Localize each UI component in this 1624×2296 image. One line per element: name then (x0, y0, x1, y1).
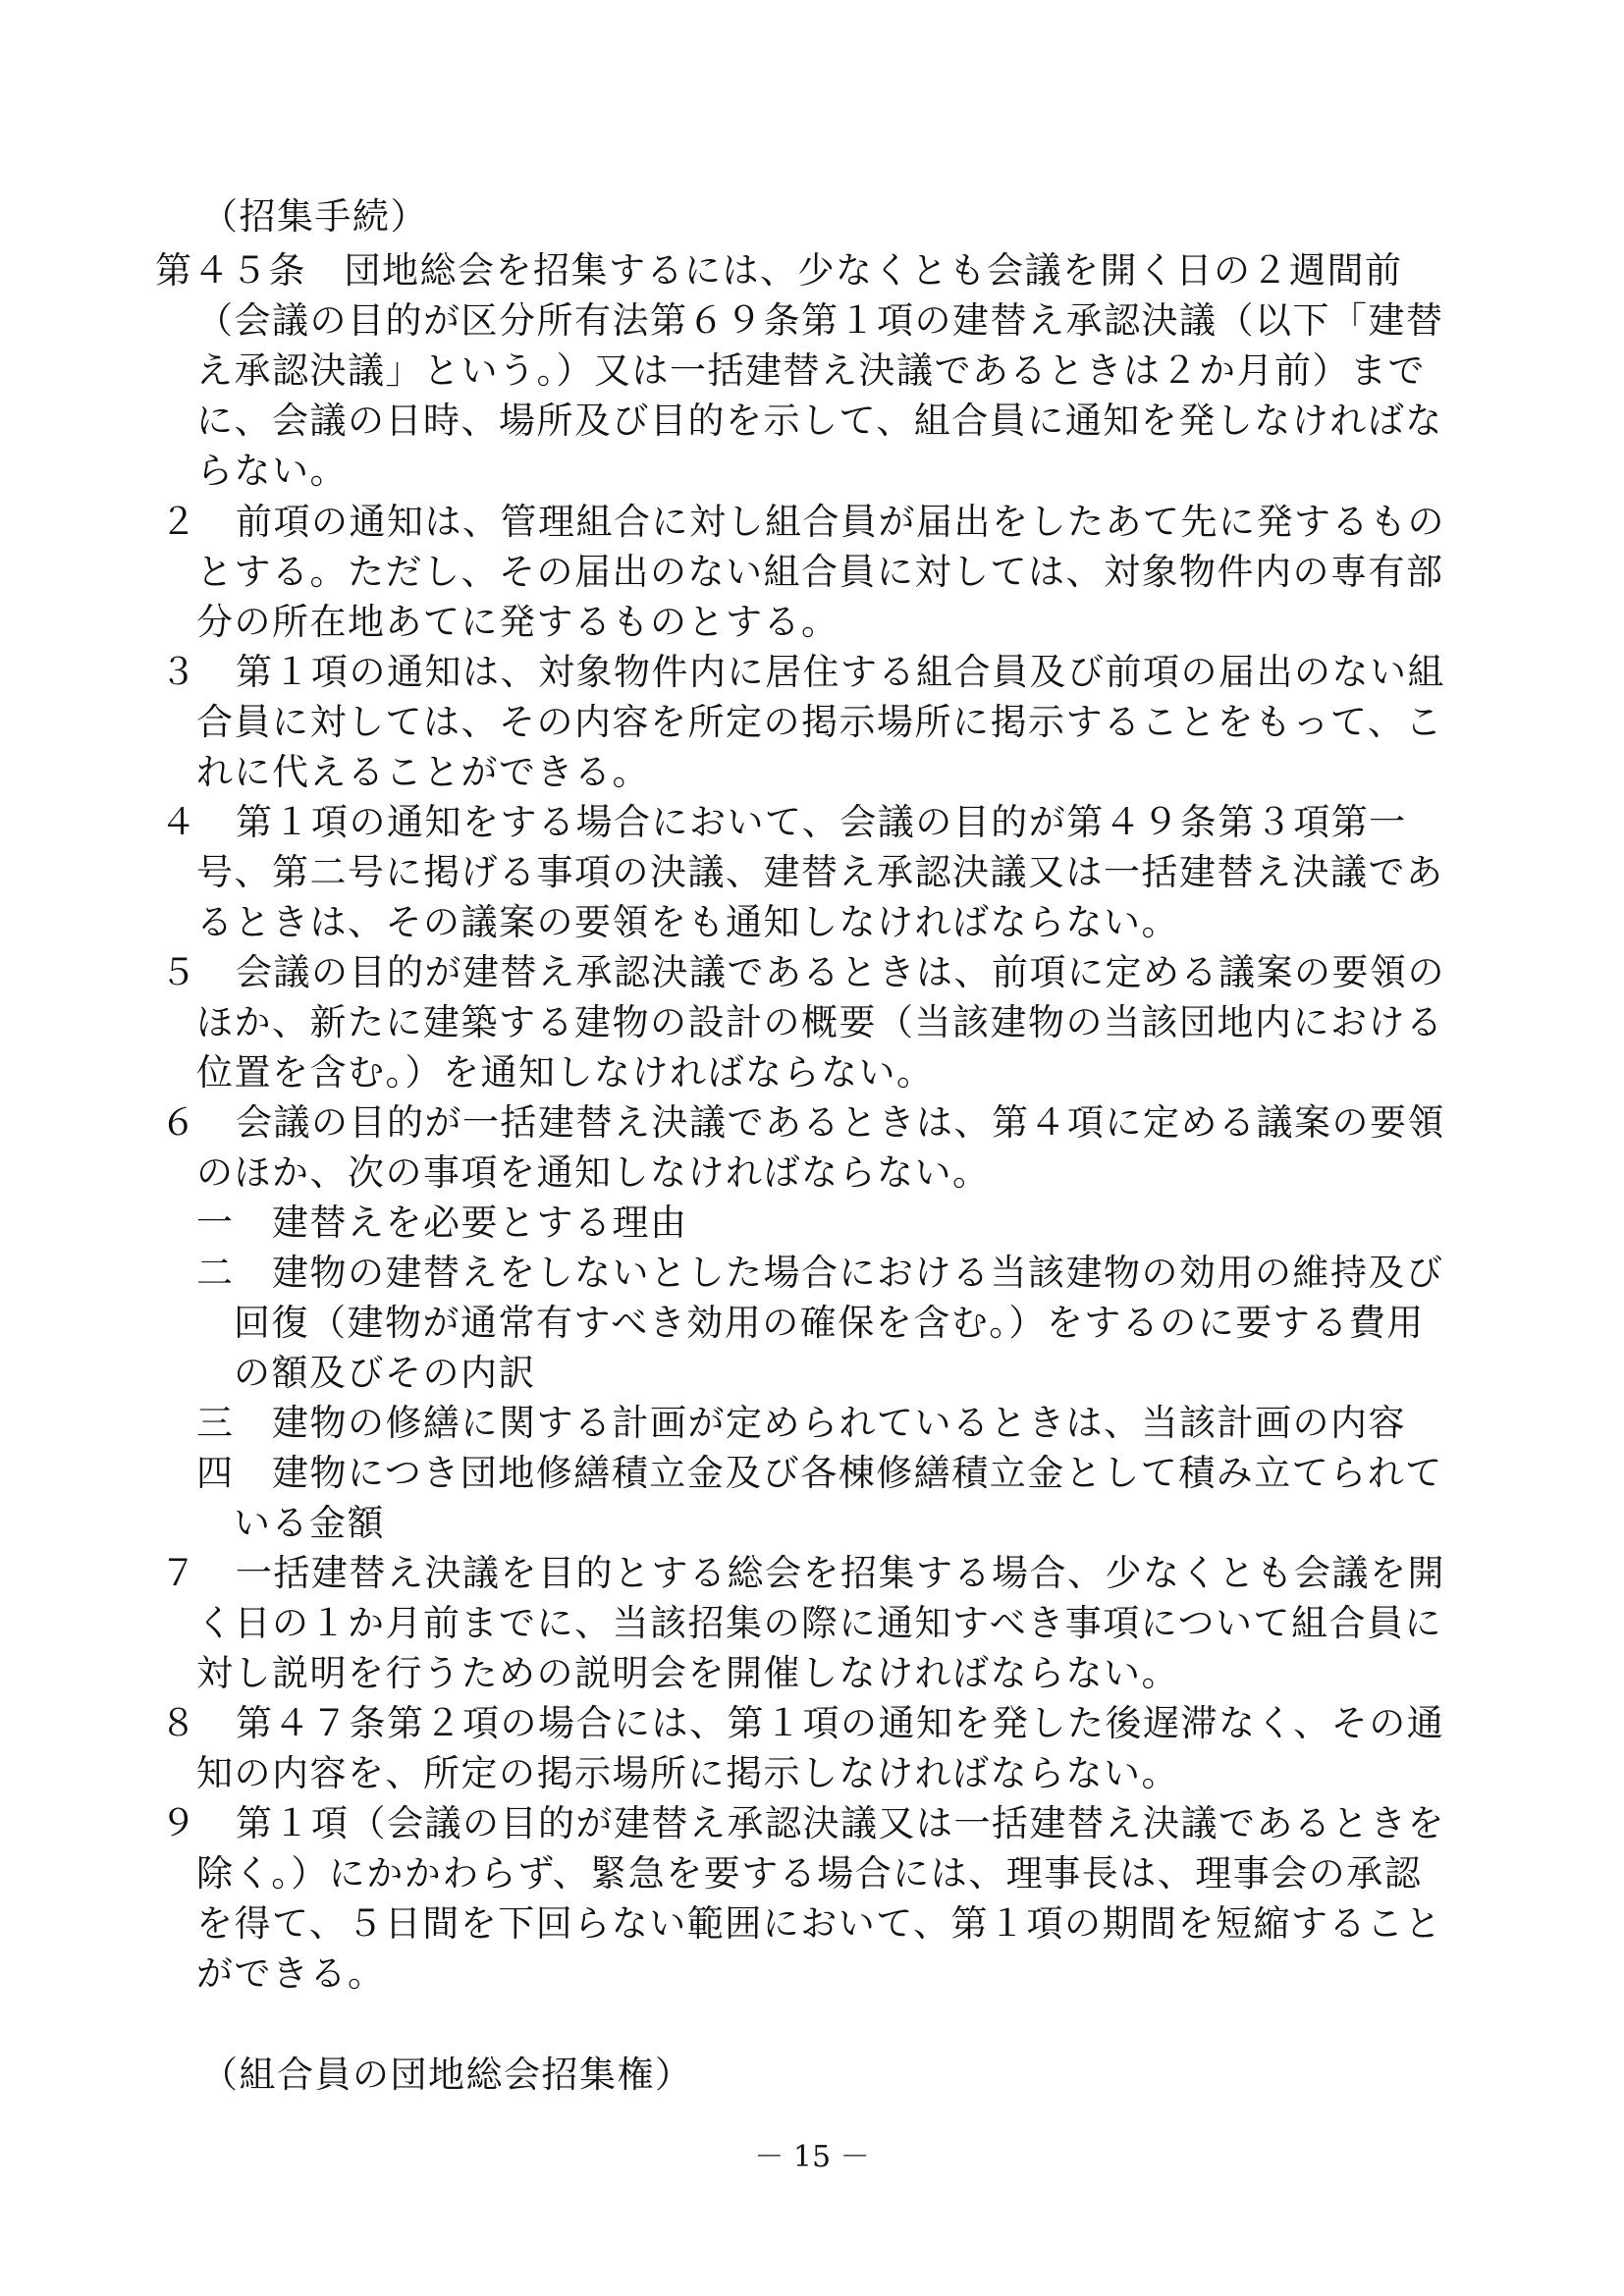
list-item-line: 回復（建物が通常有すべき効用の確保を含む。）をするのに要する費用 (234, 1302, 1425, 1344)
article-line: らない。 (196, 450, 348, 492)
paragraph-line: ５ 会議の目的が建替え承認決議であるときは、前項に定める議案の要領の (160, 951, 1445, 993)
paragraph-line: 除く。）にかかわらず、緊急を要する場合には、理事長は、理事会の承認 (196, 1852, 1423, 1895)
paragraph-line: ９ 第１項（会議の目的が建替え承認決議又は一括建替え決議であるときを (160, 1802, 1445, 1844)
paragraph-line: ２ 前項の通知は、管理組合に対し組合員が届出をしたあて先に発するもの (160, 501, 1445, 543)
paragraph-line: ３ 第１項の通知は、対象物件内に居住する組合員及び前項の届出のない組 (160, 651, 1445, 693)
article-line: え承認決議」という。）又は一括建替え決議であるときは２か月前）まで (196, 349, 1426, 392)
section-heading: （組合員の団地総会招集権） (201, 2054, 693, 2096)
list-item: 四 建物につき団地修繕積立金及び各棟修繕積立金として積み立てられて (196, 1452, 1443, 1494)
paragraph-line: ６ 会議の目的が一括建替え決議であるときは、第４項に定める議案の要領 (160, 1101, 1445, 1144)
section-heading: （招集手続） (201, 195, 428, 238)
list-item: 二 建物の建替えをしないとした場合における当該建物の効用の維持及び (196, 1252, 1444, 1294)
paragraph-line: 号、第二号に掲げる事項の決議、建替え承認決議又は一括建替え決議であ (196, 851, 1444, 893)
paragraph-line: 分の所在地あてに発するものとする。 (196, 601, 839, 643)
paragraph-line: ８ 第４７条第２項の場合には、第１項の通知を発した後遅滞なく、その通 (160, 1702, 1445, 1744)
paragraph-line: のほか、次の事項を通知しなければならない。 (196, 1151, 991, 1194)
paragraph-line: を得て、５日間を下回らない範囲において、第１項の期間を短縮すること (196, 1902, 1443, 1945)
paragraph-line: 位置を含む。）を通知しなければならない。 (196, 1051, 935, 1094)
paragraph-line: く日の１か月前までに、当該招集の際に通知すべき事項について組合員に (196, 1602, 1443, 1644)
paragraph-line: るときは、その議案の要領をも通知しなければならない。 (196, 901, 1179, 943)
paragraph-line: とする。ただし、その届出のない組合員に対しては、対象物件内の専有部 (196, 551, 1444, 593)
article-line: に、会議の日時、場所及び目的を示して、組合員に通知を発しなければな (196, 400, 1443, 442)
list-item: 一 建替えを必要とする理由 (196, 1201, 688, 1244)
paragraph-line: ほか、新たに建築する建物の設計の概要（当該建物の当該団地内における (196, 1001, 1444, 1043)
article-line: 第４５条 団地総会を招集するには、少なくとも会議を開く日の２週間前 (155, 249, 1403, 292)
list-item: 三 建物の修繕に関する計画が定められているときは、当該計画の内容 (196, 1402, 1406, 1444)
paragraph-line: れに代えることができる。 (196, 751, 650, 793)
paragraph-line: ４ 第１項の通知をする場合において、会議の目的が第４９条第３項第一 (160, 801, 1407, 843)
paragraph-line: 知の内容を、所定の掲示場所に掲示しなければならない。 (196, 1752, 1179, 1794)
paragraph-line: ができる。 (196, 1952, 386, 1995)
page-number: － 15 － (754, 2140, 870, 2174)
paragraph-line: 対し説明を行うための説明会を開催しなければならない。 (196, 1652, 1179, 1694)
paragraph-line: ７ 一括建替え決議を目的とする総会を招集する場合、少なくとも会議を開 (160, 1552, 1445, 1594)
list-item-line: の額及びその内訳 (234, 1352, 536, 1394)
article-line: （会議の目的が区分所有法第６９条第１項の建替え承認決議（以下「建替 (196, 299, 1444, 342)
list-item-line: いる金額 (234, 1502, 385, 1544)
paragraph-line: 合員に対しては、その内容を所定の掲示場所に掲示することをもって、こ (196, 701, 1443, 743)
